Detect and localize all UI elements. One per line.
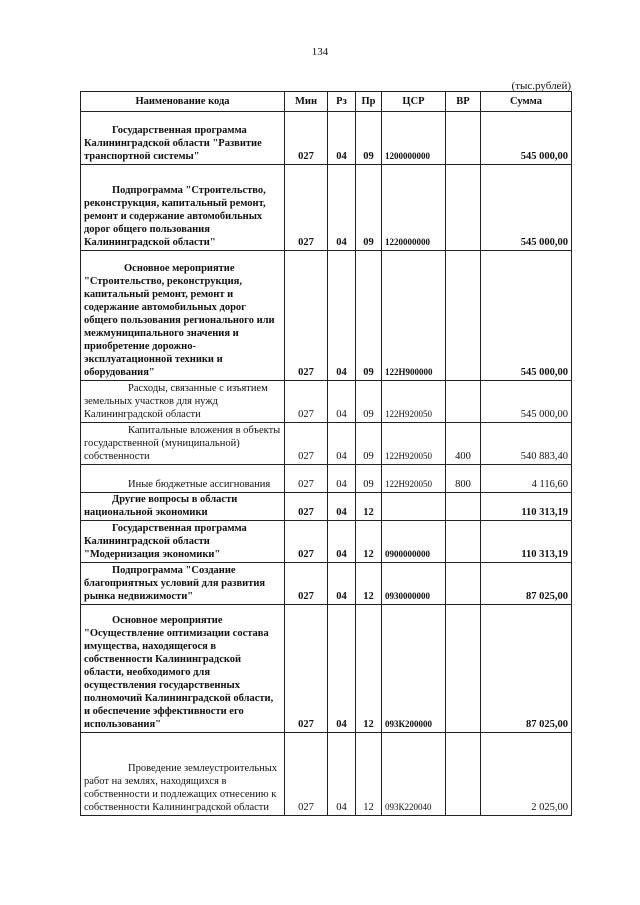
row-vr <box>446 563 481 605</box>
row-min: 027 <box>285 605 328 733</box>
row-csr: 122Н920050 <box>382 465 446 493</box>
row-pr: 09 <box>356 423 382 465</box>
row-name: Подпрограмма "Создание благоприятных условий для развития рынка недвижимости" <box>81 563 285 605</box>
row-rz: 04 <box>328 423 356 465</box>
row-csr: 1220000000 <box>382 165 446 251</box>
row-sum: 4 116,60 <box>481 465 572 493</box>
row-sum: 110 313,19 <box>481 493 572 521</box>
table-row <box>81 112 572 165</box>
row-vr <box>446 605 481 733</box>
row-min: 027 <box>285 381 328 423</box>
row-sum: 545 000,00 <box>481 251 572 381</box>
row-pr: 09 <box>356 165 382 251</box>
row-min: 027 <box>285 165 328 251</box>
row-csr <box>382 493 446 521</box>
table-row <box>81 423 572 465</box>
row-rz: 04 <box>328 112 356 165</box>
row-sum: 110 313,19 <box>481 521 572 563</box>
row-name: Основное мероприятие "Осуществление оптимизации состава имущества, находящегося в собственности Калининградской области, необходимого для осуществления государственных полномочий Калининградской области, и обеспечение эффективности его использования" <box>81 605 285 733</box>
row-csr: 0900000000 <box>382 521 446 563</box>
row-vr <box>446 112 481 165</box>
row-min: 027 <box>285 493 328 521</box>
row-name: Государственная программа Калининградской области "Модернизация экономики" <box>81 521 285 563</box>
units-label: (тыс.рублей) <box>511 80 571 92</box>
table-header-row <box>81 92 572 112</box>
row-pr: 12 <box>356 733 382 816</box>
table-row <box>81 493 572 521</box>
page-number: 134 <box>311 46 329 58</box>
row-min: 027 <box>285 521 328 563</box>
row-rz: 04 <box>328 465 356 493</box>
row-csr: 093К220040 <box>382 733 446 816</box>
row-pr: 12 <box>356 563 382 605</box>
row-vr: 400 <box>446 423 481 465</box>
row-sum: 87 025,00 <box>481 563 572 605</box>
row-name: Основное мероприятие "Строительство, реконструкция, капитальный ремонт, ремонт и содержание автомобильных дорог общего пользования регионального или межмуниципального значения и приобретение дорожно-эксплуатационной техники и оборудования" <box>81 251 285 381</box>
row-rz: 04 <box>328 563 356 605</box>
row-sum: 545 000,00 <box>481 381 572 423</box>
row-pr: 12 <box>356 605 382 733</box>
row-rz: 04 <box>328 733 356 816</box>
table-row <box>81 521 572 563</box>
table-row <box>81 465 572 493</box>
row-csr: 122Н920050 <box>382 423 446 465</box>
row-vr <box>446 493 481 521</box>
row-sum: 540 883,40 <box>481 423 572 465</box>
table-row <box>81 605 572 733</box>
row-rz: 04 <box>328 251 356 381</box>
row-vr <box>446 521 481 563</box>
row-rz: 04 <box>328 165 356 251</box>
row-name: Проведение землеустроительных работ на землях, находящихся в собственности и подлежащих отнесению к собственности Калининградской области <box>81 733 285 816</box>
row-min: 027 <box>285 112 328 165</box>
row-csr: 1200000000 <box>382 112 446 165</box>
row-sum: 545 000,00 <box>481 165 572 251</box>
row-pr: 09 <box>356 465 382 493</box>
row-min: 027 <box>285 465 328 493</box>
row-sum: 87 025,00 <box>481 605 572 733</box>
row-name: Подпрограмма "Строительство, реконструкция, капитальный ремонт, ремонт и содержание автомобильных дорог общего пользования Калининградской области" <box>81 165 285 251</box>
row-name: Расходы, связанные с изъятием земельных участков для нужд Калининградской области <box>81 381 285 423</box>
row-rz: 04 <box>328 493 356 521</box>
row-name: Государственная программа Калининградской области "Развитие транспортной системы" <box>81 112 285 165</box>
row-pr: 09 <box>356 112 382 165</box>
header-sum: Сумма <box>481 92 572 112</box>
row-csr: 0930000000 <box>382 563 446 605</box>
header-csr: ЦСР <box>382 92 446 112</box>
row-vr: 800 <box>446 465 481 493</box>
row-name: Капитальные вложения в объекты государственной (муниципальной) собственности <box>81 423 285 465</box>
budget-table <box>80 91 572 816</box>
row-vr <box>446 165 481 251</box>
table-row <box>81 733 572 816</box>
row-name: Другие вопросы в области национальной экономики <box>81 493 285 521</box>
row-vr <box>446 251 481 381</box>
row-pr: 12 <box>356 493 382 521</box>
table-row <box>81 381 572 423</box>
table-row <box>81 251 572 381</box>
row-min: 027 <box>285 423 328 465</box>
row-min: 027 <box>285 251 328 381</box>
row-min: 027 <box>285 563 328 605</box>
row-min: 027 <box>285 733 328 816</box>
table-row <box>81 165 572 251</box>
row-vr <box>446 381 481 423</box>
row-csr: 122Н920050 <box>382 381 446 423</box>
row-pr: 12 <box>356 521 382 563</box>
row-sum: 2 025,00 <box>481 733 572 816</box>
header-vr: ВР <box>446 92 481 112</box>
row-sum: 545 000,00 <box>481 112 572 165</box>
row-csr: 122Н900000 <box>382 251 446 381</box>
header-pr: Пр <box>356 92 382 112</box>
row-rz: 04 <box>328 521 356 563</box>
row-csr: 093К200000 <box>382 605 446 733</box>
row-rz: 04 <box>328 605 356 733</box>
header-name: Наименование кода <box>81 92 285 112</box>
table-row <box>81 563 572 605</box>
row-name: Иные бюджетные ассигнования <box>81 465 285 493</box>
row-pr: 09 <box>356 381 382 423</box>
row-pr: 09 <box>356 251 382 381</box>
row-rz: 04 <box>328 381 356 423</box>
header-rz: Рз <box>328 92 356 112</box>
row-vr <box>446 733 481 816</box>
header-min: Мин <box>285 92 328 112</box>
